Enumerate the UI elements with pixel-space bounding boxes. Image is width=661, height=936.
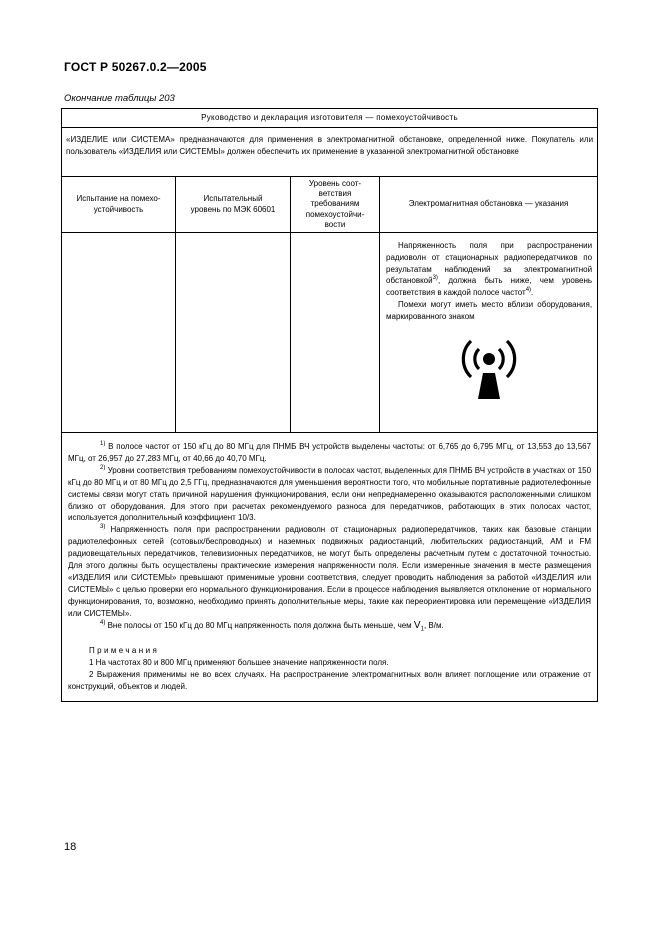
table-intro: «ИЗДЕЛИЕ или СИСТЕМА» предназначаются для применения в электромагнитной обстановке, определенной ниже. Покупатель или пользователь «ИЗДЕЛИЯ или СИСТЕМЫ» должен обеспечить их применение в указанной электромагнитной обстановке xyxy=(62,128,598,177)
column-header-compliance-level: Уровень соот- ветствия требованиям помехоустойчи- вости xyxy=(291,177,380,233)
guidance-cell xyxy=(380,233,598,433)
table-caption: Окончание таблицы 203 xyxy=(64,93,175,104)
empty-cell xyxy=(176,233,291,433)
table-title: Руководство и декларация изготовителя — помехоустойчивость xyxy=(62,109,598,128)
document-code: ГОСТ Р 50267.0.2—2005 xyxy=(64,60,207,74)
page-number: 18 xyxy=(64,841,77,853)
note-2: 2 Выражения применимы не во всех случаях. На распространение электромагнитных волн влияет поглощение или отражение от конструкций, объектов и людей. xyxy=(68,669,592,691)
notes-heading: Примечания xyxy=(89,646,160,656)
empty-cell xyxy=(291,233,380,433)
column-header-row xyxy=(62,177,598,233)
column-header-test: Испытание на помехо- устойчивость xyxy=(62,177,176,233)
table-row xyxy=(62,233,598,433)
empty-cell xyxy=(62,233,176,433)
guidance-paragraph-1: Напряженность поля при распространении радиоволн от стационарных радиопередатчиков по результатам наблюдений за электромагнитной обстановкой$^{3)}$, должна быть ниже, чем уровень соответствия в каждой полосе частот$^{4)}$. xyxy=(386,241,593,298)
column-header-test-level: Испытательный уровень по МЭК 60601 xyxy=(176,177,291,233)
immunity-table xyxy=(61,108,598,702)
footnote-3: $^{3)}$ Напряженность поля при распространении радиоволн от стационарных радиопередатчиков, таких как базовые станции радиотелефонных сетей (сотовых/беспроводных) и наземных подвижных радиостанций, любительских радиостанций, AM и FM радиовещательных передатчиков, телевизионных передатчиков, не могут быть определены расчетным путем с достаточной точностью. Для этого должны быть осуществлены практические измерения напряженности поля. Если измеренные значения в месте размещения «ИЗДЕЛИЯ или СИСТЕМЫ» превышают применимые уровни соответствия, следует проводить наблюдения за работой «ИЗДЕЛИЯ или СИСТЕМЫ» с целью проверки его нормального функционирования. Если в процессе наблюдения выявляется отклонение от нормального функционирования, то, возможно, необходимо принять дополнительные меры, такие как переориентировка или перемещение «ИЗДЕЛИЯ или СИСТЕМЫ». xyxy=(68,524,592,618)
footnote-4: $^{4)}$ Вне полосы от 150 кГц до 80 МГц напряженность поля должна быть меньше, чем $V_1$, В/м. xyxy=(100,619,444,633)
footnote-1: $^{1)}$ В полосе частот от 150 кГц до 80 МГц для ПНМБ ВЧ устройств выделены частоты: от 6,765 до 6,795 МГц, от 13,553 до 13,567 МГц, от 26,957 до 27,283 МГц, от 40,66 до 40,70 МГц. xyxy=(68,441,592,463)
footnotes-cell xyxy=(62,433,598,702)
column-header-environment: Электромагнитная обстановка — указания xyxy=(380,177,598,233)
footnote-2: $^{2)}$ Уровни соответствия требованиям помехоустойчивости в полосах частот, выделенных для ПНМБ ВЧ устройств в участках от 150 кГц до 80 МГц и от 80 МГц до 2,5 ГГц, предназначаются для уменьшения вероятности того, что мобильные портативные радиотелефонные системы связи могут стать причиной нарушения функционирования, если они непреднамеренно оказываются расположенными слишком близко от оборудования. Для этого при расчетах рекомендуемого разноса для передатчиков, работающих в этих полосах частот, используется дополнительный коэффициент 10/3. xyxy=(68,464,592,523)
note-1: 1 На частотах 80 и 800 МГц применяют большее значение напряженности поля. xyxy=(89,658,389,667)
guidance-paragraph-2: Помехи могут иметь место вблизи оборудования, маркированного знаком xyxy=(386,299,593,321)
non-ionizing-radiation-icon xyxy=(449,335,529,407)
